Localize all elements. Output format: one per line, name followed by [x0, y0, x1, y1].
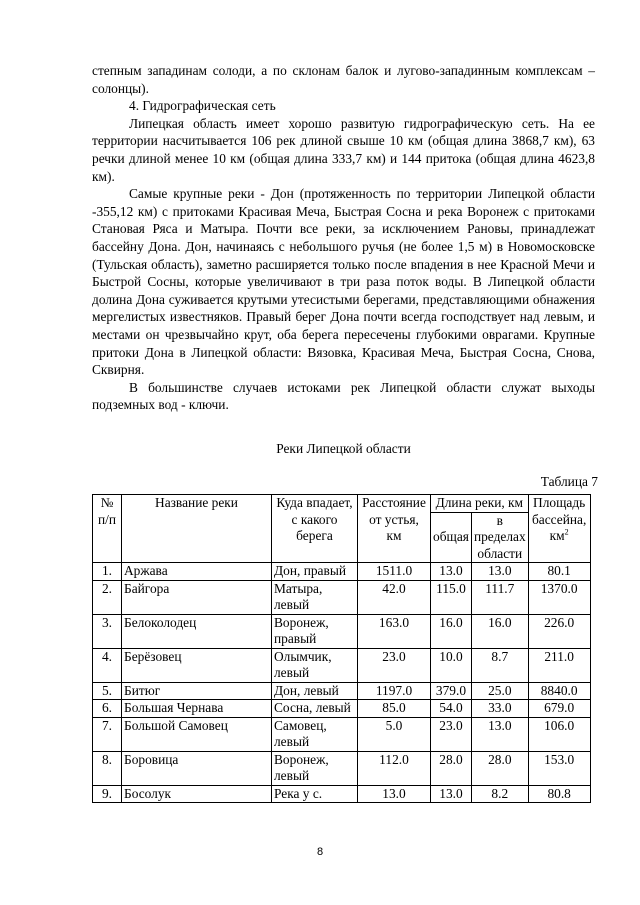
table-title: Реки Липецкой области	[276, 441, 411, 456]
cell-area: 106.0	[528, 717, 590, 751]
cell-num: 9.	[93, 785, 122, 803]
header-length-region: в пределах области	[471, 512, 528, 563]
cell-length-total: 13.0	[431, 785, 472, 803]
cell-length-region: 8.7	[471, 648, 528, 682]
table-row	[93, 648, 591, 682]
cell-length-total: 16.0	[431, 614, 472, 648]
rivers-table	[92, 494, 591, 803]
cell-length-total: 54.0	[431, 700, 472, 718]
cell-num: 6.	[93, 700, 122, 718]
cell-length-total: 379.0	[431, 682, 472, 700]
cell-length-region: 13.0	[471, 563, 528, 581]
cell-length-region: 33.0	[471, 700, 528, 718]
page-number: 8	[316, 846, 324, 858]
cell-num: 3.	[93, 614, 122, 648]
header-length: Длина реки, км	[431, 495, 529, 513]
cell-length-region: 25.0	[471, 682, 528, 700]
table-row	[93, 751, 591, 785]
header-length-total: общая	[431, 512, 472, 563]
cell-where: Дон, левый	[272, 682, 358, 700]
cell-name: Берёзовец	[122, 648, 272, 682]
cell-length-region: 8.2	[471, 785, 528, 803]
cell-length-region: 111.7	[471, 580, 528, 614]
cell-where: Воронеж, левый	[272, 751, 358, 785]
cell-area: 80.8	[528, 785, 590, 803]
cell-name: Большая Чернава	[122, 700, 272, 718]
cell-num: 1.	[93, 563, 122, 581]
table-row	[93, 580, 591, 614]
cell-area: 226.0	[528, 614, 590, 648]
table-row	[93, 682, 591, 700]
cell-distance: 1511.0	[358, 563, 431, 581]
cell-distance: 23.0	[358, 648, 431, 682]
cell-num: 2.	[93, 580, 122, 614]
section-heading: 4. Гидрографическая сеть	[129, 98, 276, 114]
cell-name: Белоколодец	[122, 614, 272, 648]
cell-where: Река у с.	[272, 785, 358, 803]
cell-length-total: 23.0	[431, 717, 472, 751]
table-label: Таблица 7	[540, 474, 598, 489]
cell-where: Самовец, левый	[272, 717, 358, 751]
cell-where: Матыра, левый	[272, 580, 358, 614]
cell-length-region: 16.0	[471, 614, 528, 648]
cell-distance: 85.0	[358, 700, 431, 718]
table-row	[93, 563, 591, 581]
cell-length-region: 13.0	[471, 717, 528, 751]
cell-name: Битюг	[122, 682, 272, 700]
paragraph-hydro-network: Липецкая область имеет хорошо развитую гидрографическую сеть. На ее территории насчитывается 106 рек длиной свыше 10 км (общая длина 3868,7 км), 63 речки длиной менее 10 км (общая длина 333,7 км) и 144 притока (общая длина 4623,8 км).	[92, 115, 595, 184]
header-num: № п/п	[93, 495, 122, 563]
cell-length-total: 28.0	[431, 751, 472, 785]
cell-distance: 13.0	[358, 785, 431, 803]
header-area-sup: 2	[564, 527, 569, 537]
cell-where: Дон, правый	[272, 563, 358, 581]
cell-name: Босолук	[122, 785, 272, 803]
cell-length-total: 10.0	[431, 648, 472, 682]
cell-where: Сосна, левый	[272, 700, 358, 718]
cell-num: 7.	[93, 717, 122, 751]
cell-name: Байгора	[122, 580, 272, 614]
table-row	[93, 785, 591, 803]
cell-num: 8.	[93, 751, 122, 785]
header-area-text: Площадь бассейна, км	[531, 495, 587, 543]
table-row	[93, 700, 591, 718]
header-distance: Расстояние от устья, км	[358, 495, 431, 563]
paragraph-largest-rivers: Самые крупные реки - Дон (протяженность по территории Липецкой области -355,12 км) с притоками Красивая Меча, Быстрая Сосна и река Воронеж с притоками Становая Ряса и Матыра. Почти все реки, за исключением Рановы, принадлежат бассейну Дона. Дон, начинаясь с небольшого ручья (не более 1,5 м) в Новомосковске (Тульская область), заметно расширяется только после впадения в нее Красной Мечи и Быстрой Сосны, которые увеличивают в три раза поток воды. В Липецкой области долина Дона суживается крутыми утесистыми берегами, представляющими обнажения мергелистых известняков. Правый берег Дона почти всегда господствует над левым, и местами он чрезвычайно крут, оба берега пересечены глубокими оврагами. Крупные притоки Дона в Липецкой области: Вязовка, Красивая Меча, Быстрая Сосна, Снова, Сквирня.	[92, 186, 595, 378]
cell-where: Олымчик, левый	[272, 648, 358, 682]
cell-area: 211.0	[528, 648, 590, 682]
cell-area: 679.0	[528, 700, 590, 718]
cell-distance: 112.0	[358, 751, 431, 785]
cell-distance: 163.0	[358, 614, 431, 648]
header-area	[528, 495, 590, 563]
header-name: Название реки	[122, 495, 272, 563]
header-where: Куда впадает, с какого берега	[272, 495, 358, 563]
table-row	[93, 717, 591, 751]
cell-length-total: 115.0	[431, 580, 472, 614]
cell-length-region: 28.0	[471, 751, 528, 785]
cell-distance: 5.0	[358, 717, 431, 751]
cell-distance: 1197.0	[358, 682, 431, 700]
table-row	[93, 614, 591, 648]
cell-distance: 42.0	[358, 580, 431, 614]
paragraph-river-sources: В большинстве случаев истоками рек Липецкой области служат выходы подземных вод - ключи.	[92, 379, 595, 413]
cell-name: Большой Самовец	[122, 717, 272, 751]
cell-area: 80.1	[528, 563, 590, 581]
cell-area: 153.0	[528, 751, 590, 785]
cell-name: Аржава	[122, 563, 272, 581]
cell-where: Воронеж, правый	[272, 614, 358, 648]
cell-num: 5.	[93, 682, 122, 700]
paragraph-continuation: степным западинам солоди, а по склонам балок и лугово-западинным комплексам – солонцы).	[92, 63, 595, 96]
cell-area: 8840.0	[528, 682, 590, 700]
body-text	[92, 62, 595, 414]
cell-length-total: 13.0	[431, 563, 472, 581]
cell-num: 4.	[93, 648, 122, 682]
cell-name: Боровица	[122, 751, 272, 785]
cell-area: 1370.0	[528, 580, 590, 614]
